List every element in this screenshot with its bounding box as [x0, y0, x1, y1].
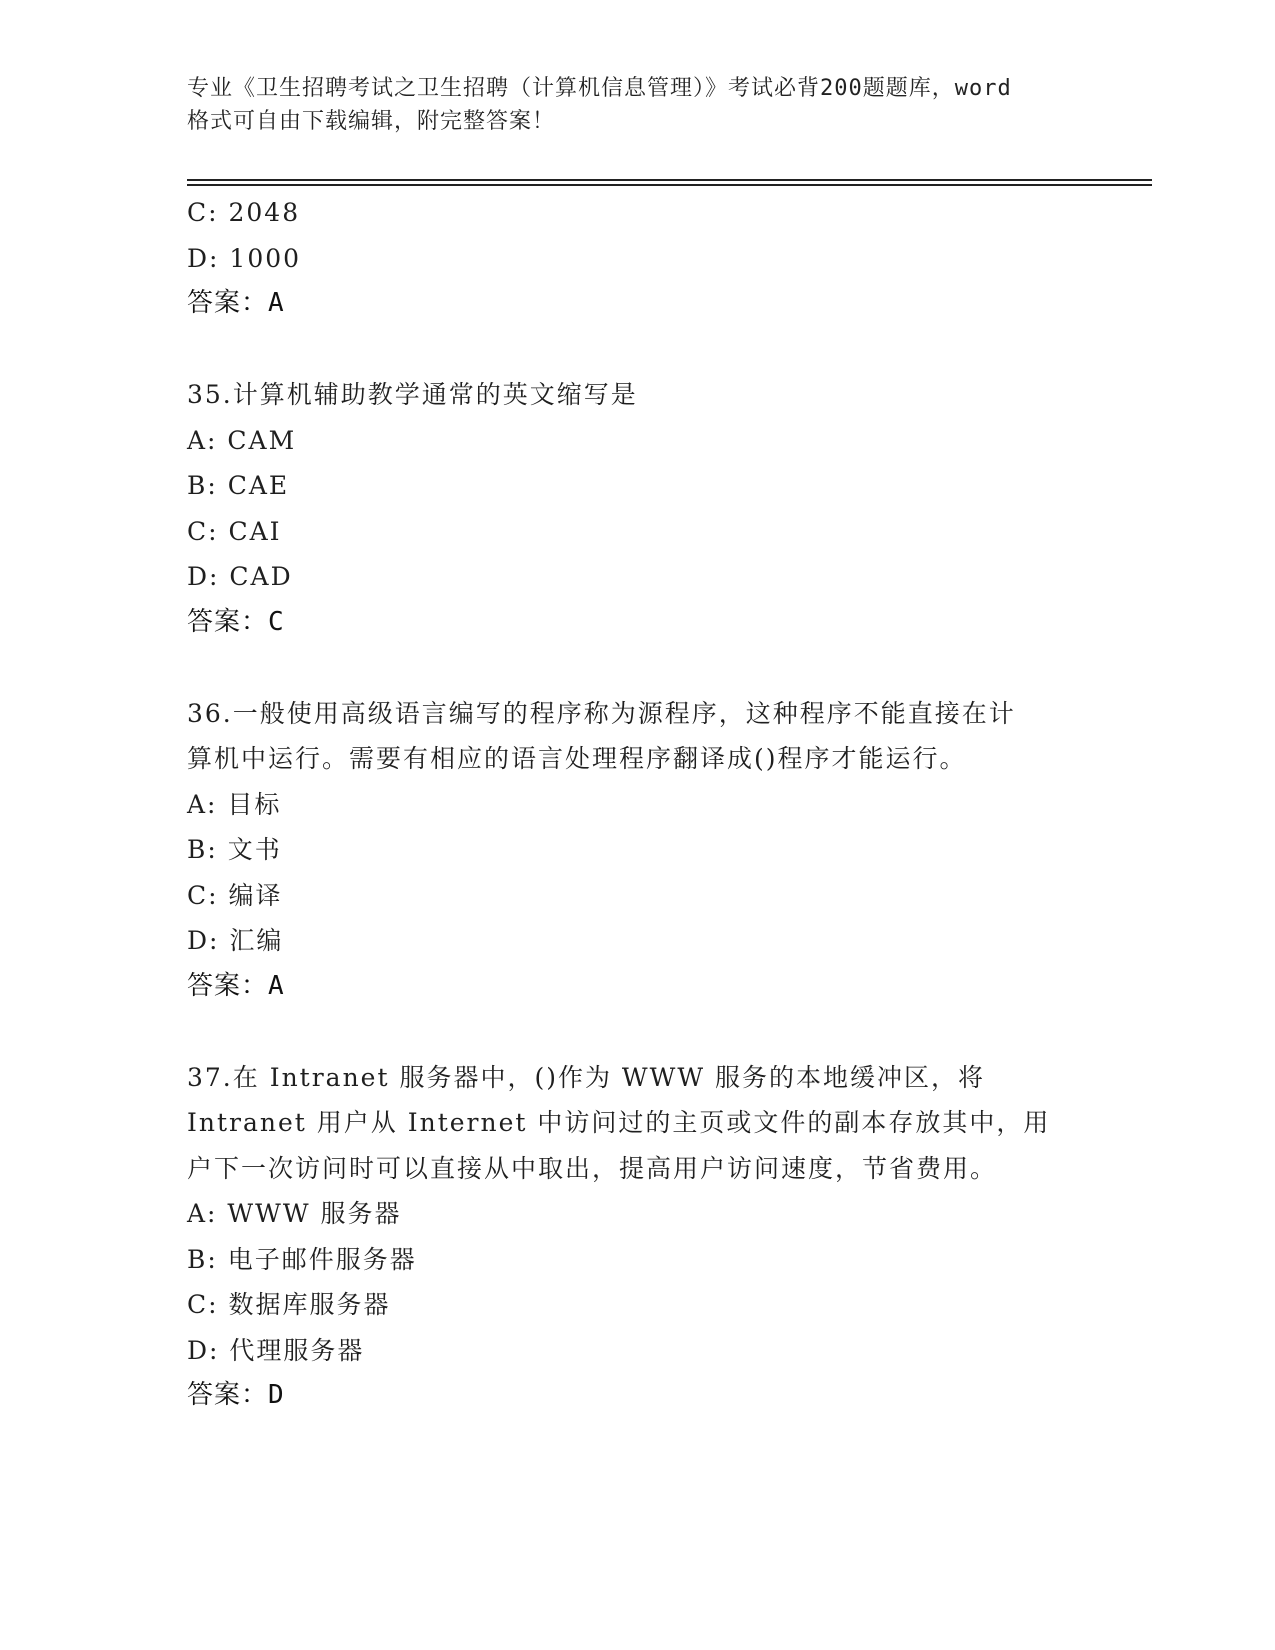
option-a: A: WWW 服务器	[187, 1199, 402, 1228]
answer-text: 答案：C	[187, 606, 285, 637]
question-stem-line-2: Intranet 用户从 Internet 中访问过的主页或文件的副本存放其中，用	[187, 1108, 1051, 1137]
spacer	[187, 645, 1087, 691]
header-divider-bottom	[187, 184, 1152, 186]
option-a: A: CAM	[187, 425, 297, 455]
question-36	[187, 691, 1087, 1010]
spacer	[187, 327, 1087, 373]
option-b: B: CAE	[187, 471, 290, 500]
question-stem-line-3: 户下一次访问时可以直接从中取出，提高用户访问速度，节省费用。	[187, 1153, 998, 1183]
option-d: D: 1000	[187, 243, 302, 273]
header-divider-top	[187, 179, 1152, 181]
option-a: A: 目标	[187, 789, 282, 819]
option-c: C: CAI	[187, 516, 282, 546]
option-c: C: 编译	[187, 880, 283, 910]
answer-text: 答案：A	[187, 970, 285, 1001]
option-b: B: 文书	[187, 835, 282, 864]
page-header	[187, 72, 1087, 138]
option-c: C: 数据库服务器	[187, 1290, 391, 1319]
question-35	[187, 372, 1087, 645]
question-34-tail	[187, 190, 1087, 327]
question-37	[187, 1055, 1087, 1419]
option-d: D: 汇编	[187, 926, 284, 955]
header-title-line-2: 格式可自由下载编辑，附完整答案！	[187, 109, 556, 134]
option-d: D: 代理服务器	[187, 1335, 365, 1365]
header-title-line-1: 专业《卫生招聘考试之卫生招聘（计算机信息管理）》考试必背200题题库，word	[187, 76, 1012, 101]
option-b: B: 电子邮件服务器	[187, 1244, 417, 1274]
option-d: D: CAD	[187, 562, 293, 591]
answer-text: 答案：D	[187, 1380, 285, 1410]
question-stem-line-1: 37.在 Intranet 服务器中，()作为 WWW 服务的本地缓冲区，将	[187, 1062, 985, 1092]
answer-text: 答案：A	[187, 288, 285, 318]
question-stem-line-1: 36.一般使用高级语言编写的程序称为源程序，这种程序不能直接在计	[187, 698, 1016, 728]
question-list	[187, 190, 1087, 1419]
spacer	[187, 1009, 1087, 1055]
option-c: C: 2048	[187, 198, 301, 227]
question-stem: 35.计算机辅助教学通常的英文缩写是	[187, 380, 638, 409]
question-stem-line-2: 算机中运行。需要有相应的语言处理程序翻译成()程序才能运行。	[187, 744, 967, 773]
